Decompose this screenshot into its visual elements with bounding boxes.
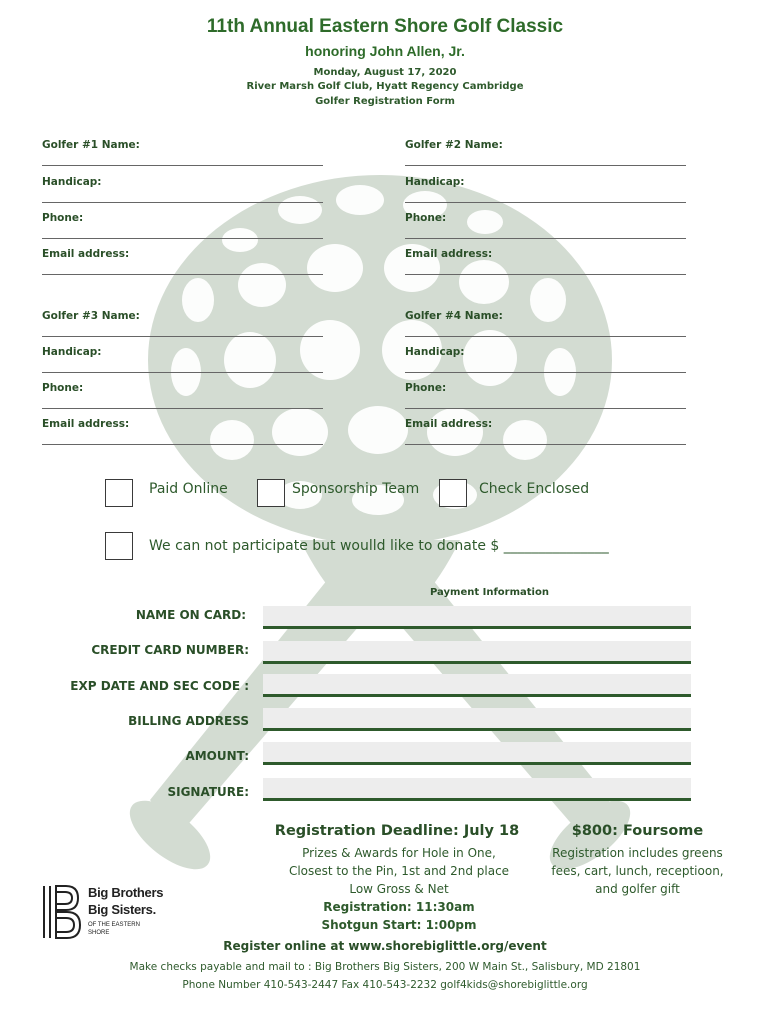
golfer-2-phone-label: Phone: [405, 212, 447, 224]
shotgun-start-time: Shotgun Start: 1:00pm [321, 918, 477, 932]
event-venue: River Marsh Golf Club, Hyatt Regency Cambridge [246, 81, 524, 92]
prizes-line-2: Closest to the Pin, 1st and 2nd place [288, 864, 510, 878]
golfer-2-name-label: Golfer #2 Name: [405, 139, 503, 151]
payment-heading: Payment Information [430, 587, 549, 598]
big-brothers-big-sisters-logo [42, 884, 172, 944]
golfer-3-name-label: Golfer #3 Name: [42, 310, 140, 322]
name-on-card-field[interactable] [263, 606, 691, 629]
golfer-3-phone-line[interactable] [42, 408, 323, 409]
includes-line-1: Registration includes greens [552, 846, 723, 860]
golfer-3-email-line[interactable] [42, 444, 323, 445]
event-date: Monday, August 17, 2020 [313, 67, 457, 78]
exp-date-sec-code-label: EXP DATE AND SEC CODE : [70, 679, 249, 693]
honoree-subtitle: honoring John Allen, Jr. [305, 43, 465, 59]
logo-line-4: SHORE [88, 930, 110, 936]
golfer-3-handicap-line[interactable] [42, 372, 323, 373]
includes-line-2: fees, cart, lunch, receptioon, [551, 864, 724, 878]
bbbs-logo-icon [42, 884, 82, 940]
prizes-line-1: Prizes & Awards for Hole in One, [302, 846, 496, 860]
includes-line-3: and golfer gift [595, 882, 680, 896]
form-name: Golfer Registration Form [315, 96, 455, 107]
golfer-4-email-line[interactable] [405, 444, 686, 445]
donate-checkbox[interactable] [105, 532, 133, 560]
registration-includes [540, 844, 735, 898]
registration-time: Registration: 11:30am [323, 900, 475, 914]
golfer-4-name-label: Golfer #4 Name: [405, 310, 503, 322]
billing-address-field[interactable] [263, 708, 691, 731]
golfer-4-phone-label: Phone: [405, 382, 447, 394]
logo-line-3: OF THE EASTERN [88, 922, 140, 928]
exp-date-sec-code-field[interactable] [263, 674, 691, 697]
check-enclosed-checkbox[interactable] [439, 479, 467, 507]
golfer-2-handicap-label: Handicap: [405, 176, 465, 188]
golfer-1-email-line[interactable] [42, 274, 323, 275]
golfer-4-email-label: Email address: [405, 418, 493, 430]
name-on-card-label: NAME ON CARD: [135, 608, 246, 622]
paid-online-checkbox[interactable] [105, 479, 133, 507]
prizes-info [259, 844, 539, 934]
golfer-3-email-label: Email address: [42, 418, 130, 430]
registration-deadline: Registration Deadline: July 18 [274, 823, 520, 839]
card-number-label: CREDIT CARD NUMBER: [91, 643, 249, 657]
logo-line-2: Big Sisters. [88, 902, 156, 917]
donate-label: We can not participate but woulld like to donate $ _______________ [149, 538, 609, 554]
golfer-1-name-line[interactable] [42, 165, 323, 166]
golfer-1-email-label: Email address: [42, 248, 130, 260]
golfer-2-email-line[interactable] [405, 274, 686, 275]
golfer-1-phone-label: Phone: [42, 212, 84, 224]
golfer-2-name-line[interactable] [405, 165, 686, 166]
register-online-text: Register online at www.shorebiglittle.org/event [223, 939, 547, 953]
amount-label: AMOUNT: [185, 749, 249, 763]
signature-label: SIGNATURE: [167, 785, 249, 799]
signature-field[interactable] [263, 778, 691, 801]
golfer-3-name-line[interactable] [42, 336, 323, 337]
billing-address-label: BILLING ADDRESS [128, 714, 249, 728]
golfer-2-email-label: Email address: [405, 248, 493, 260]
golfer-3-phone-label: Phone: [42, 382, 84, 394]
foursome-price: $800: Foursome [571, 823, 704, 839]
golfer-1-handicap-label: Handicap: [42, 176, 102, 188]
golfer-3-handicap-label: Handicap: [42, 346, 102, 358]
golfer-4-handicap-line[interactable] [405, 372, 686, 373]
sponsorship-team-checkbox[interactable] [257, 479, 285, 507]
check-enclosed-label: Check Enclosed [479, 481, 590, 497]
form-title: 11th Annual Eastern Shore Golf Classic [206, 16, 564, 37]
card-number-field[interactable] [263, 641, 691, 664]
logo-line-1: Big Brothers [88, 885, 164, 900]
golfer-4-handicap-label: Handicap: [405, 346, 465, 358]
golfer-2-phone-line[interactable] [405, 238, 686, 239]
amount-field[interactable] [263, 742, 691, 765]
contact-info: Phone Number 410-543-2447 Fax 410-543-2232 golf4kids@shorebiglittle.org [182, 979, 588, 991]
sponsorship-team-label: Sponsorship Team [292, 481, 420, 497]
golfer-2-handicap-line[interactable] [405, 202, 686, 203]
prizes-line-3: Low Gross & Net [349, 882, 449, 896]
mail-instructions: Make checks payable and mail to : Big Brothers Big Sisters, 200 W Main St., Salisbury, MD 21801 [129, 961, 641, 973]
golfer-1-phone-line[interactable] [42, 238, 323, 239]
golfer-1-name-label: Golfer #1 Name: [42, 139, 140, 151]
paid-online-label: Paid Online [149, 481, 228, 497]
golfer-4-phone-line[interactable] [405, 408, 686, 409]
golfer-1-handicap-line[interactable] [42, 202, 323, 203]
golfer-4-name-line[interactable] [405, 336, 686, 337]
